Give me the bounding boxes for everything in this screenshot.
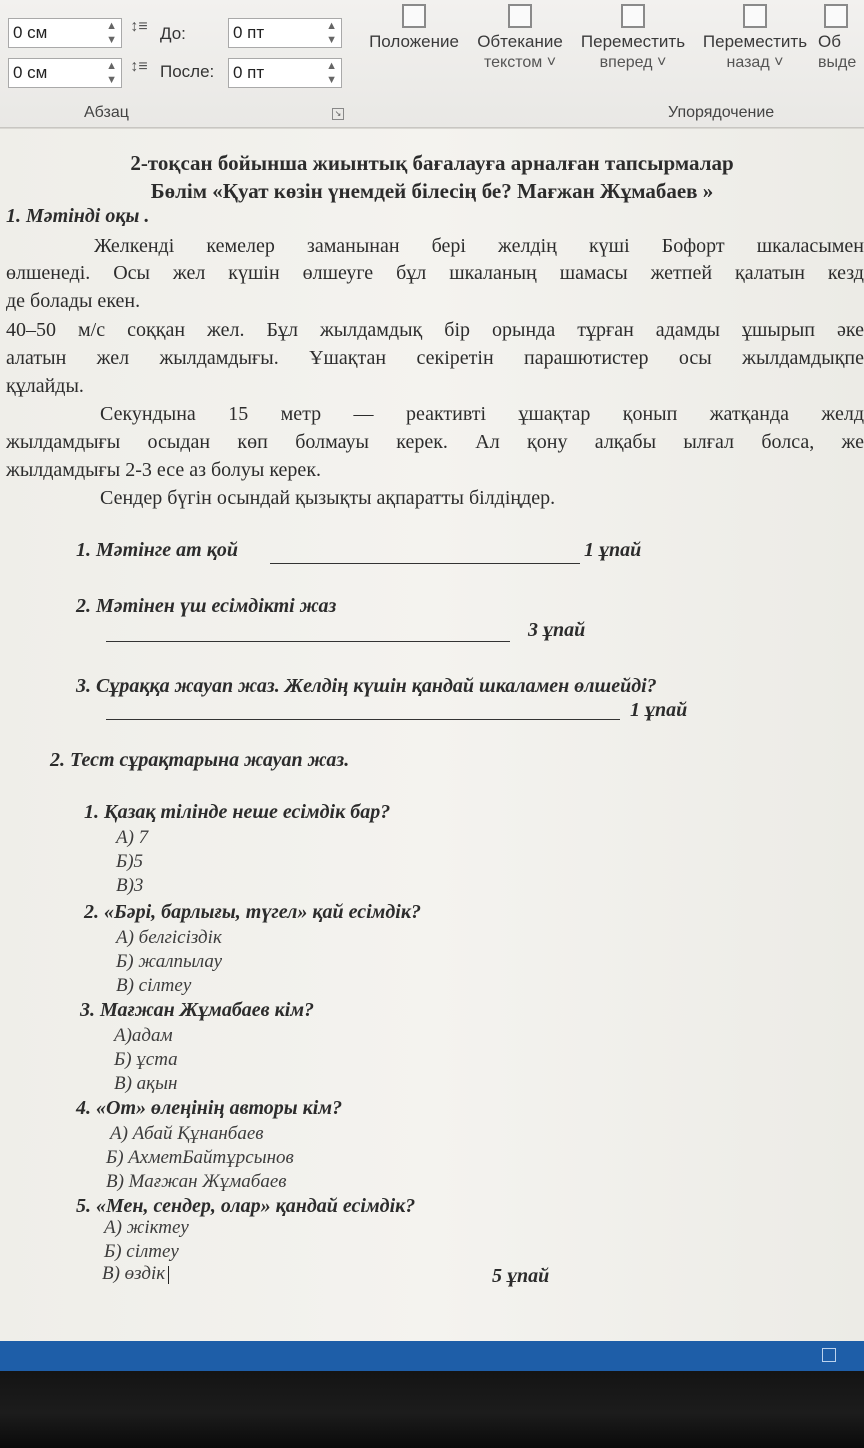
status-bar xyxy=(0,1341,864,1371)
document-page[interactable] xyxy=(0,129,864,1341)
send-backward-label: Переместить xyxy=(702,32,808,51)
paragraph-line: де болады екен. xyxy=(6,290,141,312)
section-2-heading: 2. Тест сұрақтарына жауап жаз. xyxy=(50,749,350,771)
question-1-option-a[interactable]: А) 7 xyxy=(116,827,149,848)
task-1-score: 1 ұпай xyxy=(584,539,642,561)
send-backward-icon xyxy=(743,4,767,28)
selection-pane-icon xyxy=(824,4,848,28)
spacing-before-value: 0 пт xyxy=(233,23,265,42)
paragraph-line: өлшенеді. Осы жел күшін өлшеуге бұл шкаланың шамасы жетпей қалатын кезд xyxy=(6,262,864,284)
spacing-after-label: После: xyxy=(160,62,215,81)
paragraph-line: жылдамдығы осыдан көп болмауы керек. Ал қону алқабы ылғал болса, же xyxy=(6,431,864,453)
section-1-heading: 1. Мәтінді оқы . xyxy=(6,205,150,227)
question-5-option-c[interactable] xyxy=(102,1263,169,1285)
send-backward-button[interactable] xyxy=(696,4,814,72)
position-icon xyxy=(402,4,426,28)
question-3: 3. Мағжан Жұмабаев кім? xyxy=(80,999,315,1021)
paragraph-line: Секундына 15 метр — реактивті ұшақтар қонып жатқанда желд xyxy=(100,403,864,425)
group-label-arrange: Упорядочение xyxy=(668,104,775,121)
task-1-text: 1. Мәтінге ат қой xyxy=(76,539,238,561)
selection-pane-label: Об xyxy=(818,32,841,51)
question-2-option-b[interactable]: Б) жалпылау xyxy=(116,951,223,972)
selection-pane-sublabel: выде xyxy=(818,54,857,71)
wrap-text-sublabel: текстом ˅ xyxy=(483,54,557,71)
question-3-option-c[interactable]: В) ақын xyxy=(114,1073,178,1094)
spacing-before-spinner-icon[interactable]: ▲ ▼ xyxy=(326,20,337,46)
text-cursor xyxy=(168,1266,169,1284)
wrap-text-icon xyxy=(508,4,532,28)
bring-forward-sublabel: вперед ˅ xyxy=(599,54,667,71)
task-2-text: 2. Мәтінен үш есімдікті жаз xyxy=(76,595,337,617)
question-1: 1. Қазақ тілінде неше есімдік бар? xyxy=(84,801,391,823)
question-5: 5. «Мен, сендер, олар» қандай есімдік? xyxy=(76,1195,416,1217)
paragraph-line: алатын жел жылдамдығы. Ұшақтан секіретін парашютистер осы жылдамдықпе xyxy=(6,347,864,369)
ribbon xyxy=(0,0,864,128)
monitor-bezel xyxy=(0,1371,864,1448)
question-5-option-c-label: В) өздік xyxy=(102,1263,166,1284)
bring-forward-button[interactable] xyxy=(574,4,692,72)
group-label-paragraph: Абзац xyxy=(84,104,129,121)
question-5-option-b[interactable]: Б) сілтеу xyxy=(104,1241,179,1262)
spacing-after-spinner-icon[interactable]: ▲ ▼ xyxy=(326,60,337,86)
question-4-option-a[interactable]: А) Абай Құнанбаев xyxy=(110,1123,264,1144)
wrap-text-label: Обтекание xyxy=(477,32,563,51)
indent-right-value: 0 см xyxy=(13,63,48,82)
spacing-after-input[interactable] xyxy=(228,58,342,88)
task-3-text: 3. Сұраққа жауап жаз. Желдің күшін қандай шкаламен өлшейді? xyxy=(76,675,657,697)
task-2-score: 3 ұпай xyxy=(528,619,586,641)
bring-forward-label: Переместить xyxy=(580,32,686,51)
task-3-answer-line[interactable] xyxy=(106,719,620,720)
wrap-text-button[interactable] xyxy=(470,4,570,72)
paragraph-launcher-icon[interactable]: ↘ xyxy=(332,108,344,120)
paragraph-line: 40–50 м/с соққан жел. Бұл жылдамдық бір орында тұрған адамды ұшырып әке xyxy=(6,319,864,341)
bring-forward-icon xyxy=(621,4,645,28)
doc-title-line-1: 2-тоқсан бойынша жиынтық бағалауға арналған тапсырмалар xyxy=(130,151,734,175)
question-4: 4. «От» өлеңінің авторы кім? xyxy=(76,1097,343,1119)
question-5-option-a[interactable]: А) жіктеу xyxy=(104,1217,189,1238)
test-score: 5 ұпай xyxy=(492,1265,550,1287)
paragraph-line: Сендер бүгін осындай қызықты ақпаратты білдіңдер. xyxy=(100,487,556,509)
spacing-before-input[interactable] xyxy=(228,18,342,48)
task-1-answer-line[interactable] xyxy=(270,563,580,564)
spacing-after-icon: ↕≡ xyxy=(130,58,148,75)
question-4-option-b[interactable]: Б) АхметБайтұрсынов xyxy=(106,1147,294,1168)
task-3-score: 1 ұпай xyxy=(630,699,688,721)
spacing-before-icon: ↕≡ xyxy=(130,18,148,35)
indent-left-input[interactable] xyxy=(8,18,122,48)
question-3-option-a[interactable]: А)адам xyxy=(114,1025,173,1046)
paragraph-line: жылдамдығы 2-3 есе аз болуы керек. xyxy=(6,459,322,481)
indent-left-spinner-icon[interactable]: ▲ ▼ xyxy=(106,20,117,46)
position-label: Положение xyxy=(369,32,459,51)
question-2-option-a[interactable]: А) белгісіздік xyxy=(116,927,222,948)
question-2-option-c[interactable]: В) сілтеу xyxy=(116,975,192,996)
question-1-option-c[interactable]: В)3 xyxy=(116,875,144,896)
paragraph-line: құлайды. xyxy=(6,375,84,397)
doc-title-line-2: Бөлім «Қуат көзін үнемдей білесің бе? Мағжан Жұмабаев » xyxy=(150,179,714,203)
spacing-after-value: 0 пт xyxy=(233,63,265,82)
task-2-answer-line[interactable] xyxy=(106,641,510,642)
question-2: 2. «Бәрі, барлығы, түгел» қай есімдік? xyxy=(84,901,421,923)
paragraph-line: Желкенді кемелер заманынан бері желдің күші Бофорт шкаласымен xyxy=(94,235,864,257)
selection-pane-button[interactable] xyxy=(818,4,864,72)
send-backward-sublabel: назад ˅ xyxy=(726,54,784,71)
question-1-option-b[interactable]: Б)5 xyxy=(116,851,144,872)
indent-left-value: 0 см xyxy=(13,23,48,42)
spacing-before-label: До: xyxy=(160,24,186,43)
indent-right-input[interactable] xyxy=(8,58,122,88)
position-button[interactable] xyxy=(360,4,468,54)
view-mode-icon[interactable] xyxy=(822,1348,836,1362)
question-4-option-c[interactable]: В) Мағжан Жұмабаев xyxy=(106,1171,287,1192)
indent-right-spinner-icon[interactable]: ▲ ▼ xyxy=(106,60,117,86)
question-3-option-b[interactable]: Б) ұста xyxy=(114,1049,178,1070)
